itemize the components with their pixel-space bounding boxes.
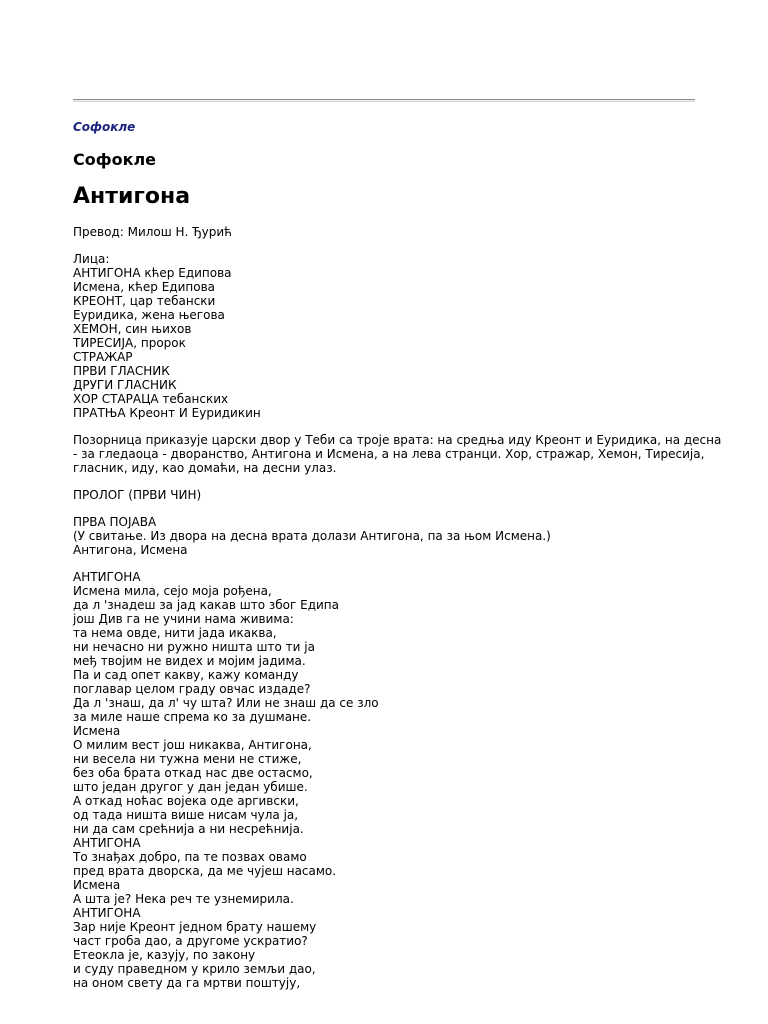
character-entry: ТИРЕСИЈА, пророк <box>73 336 186 350</box>
dialogue-line: још Див га не учини нама живима: <box>73 612 294 626</box>
dialogue-line: пред врата дворска, да ме чујеш насамо. <box>73 864 337 878</box>
stage-direction-line: - за гледаоца - дворанство, Антигона и Исмена, а на лева странци. Хор, стражар, Хемон, Тиресија, <box>73 447 705 461</box>
dialogue-line: То знађах добро, па те позвах овамо <box>73 850 307 864</box>
dialogue-line: Зар није Креонт једном брату нашему <box>73 920 317 934</box>
dialogue-line: без оба брата откад нас две остасмо, <box>73 766 313 780</box>
character-entry: ХОР СТАРАЦА тебанских <box>73 392 229 406</box>
dialogue-line: на оном свету да га мртви поштују, <box>73 976 301 990</box>
dialogue-line: поглавар целом граду овчас издаде? <box>73 682 311 696</box>
stage-direction-line: гласник, иду, као домаћи, на десни улаз. <box>73 461 337 475</box>
author-heading: Софокле <box>73 150 157 169</box>
dialogue-line: част гроба дао, а другоме ускратио? <box>73 934 308 948</box>
spacer <box>73 557 698 570</box>
scene-characters: Антигона, Исмена <box>73 543 188 557</box>
character-entry: ПРВИ ГЛАСНИК <box>73 364 170 378</box>
dialogue-line: да л 'знадеш за јад какав што због Едипа <box>73 598 339 612</box>
scene-heading: ПРВА ПОЈАВА <box>73 515 157 529</box>
dialogue-line: Исмена <box>73 724 121 738</box>
character-entry: ХЕМОН, син њихов <box>73 322 192 336</box>
dialogue-line: за миле наше спрема ко за душмане. <box>73 710 312 724</box>
dialogue-line: Да л 'знаш, да л' чу шта? Или не знаш да се зло <box>73 696 379 710</box>
horizontal-rule <box>73 99 695 102</box>
characters-list <box>73 266 698 420</box>
dialogue-line: А шта је? Нека реч те узнемирила. <box>73 892 294 906</box>
document-body <box>73 225 722 990</box>
character-entry: ДРУГИ ГЛАСНИК <box>73 378 177 392</box>
dialogue-line: А откад ноћас војека оде аргивски, <box>73 794 299 808</box>
scene-direction: (У свитање. Из двора на десна врата долази Антигона, па за њом Исмена.) <box>73 529 551 543</box>
stage-direction-line: Позорница приказује царски двор у Теби са троје врата: на средња иду Креонт и Еуридика, на десна <box>73 433 722 447</box>
dialogue-line: О милим вест још никаква, Антигона, <box>73 738 312 752</box>
dialogue-line: та нема овде, нити јада икаква, <box>73 626 277 640</box>
dialogue-line: Исмена <box>73 878 121 892</box>
dialogue-line: Етеокла је, казују, по закону <box>73 948 256 962</box>
dialogue-line: АНТИГОНА <box>73 836 141 850</box>
spacer <box>73 420 698 433</box>
characters-heading: Лица: <box>73 252 110 266</box>
dialogue-line: АНТИГОНА <box>73 570 141 584</box>
character-entry: СТРАЖАР <box>73 350 133 364</box>
character-entry: Еуридика, жена његова <box>73 308 225 322</box>
character-entry: Исмена, кћер Едипова <box>73 280 216 294</box>
dialogue-line: ни да сам срећнија а ни несрећнија. <box>73 822 304 836</box>
dialogue-line: Па и сад опет какву, кажу команду <box>73 668 299 682</box>
author-link[interactable]: Софокле <box>73 120 136 134</box>
dialogue-line: и суду праведном у крило земљи дао, <box>73 962 316 976</box>
dialogue <box>73 570 698 990</box>
translation-credit: Превод: Милош Н. Ђурић <box>73 225 232 239</box>
character-entry: КРЕОНТ, цар тебански <box>73 294 216 308</box>
spacer <box>73 475 698 488</box>
dialogue-line: међ твојим не видех и мојим јадима. <box>73 654 306 668</box>
character-entry: ПРАТЊА Креонт И Еуридикин <box>73 406 261 420</box>
dialogue-line: АНТИГОНА <box>73 906 141 920</box>
spacer <box>73 239 698 252</box>
dialogue-line: ни весела ни тужна мени не стиже, <box>73 752 302 766</box>
character-entry: АНТИГОНА кћер Едипова <box>73 266 232 280</box>
spacer <box>73 502 698 515</box>
work-title: Антигона <box>73 184 191 209</box>
stage-direction <box>73 433 722 475</box>
dialogue-line: Исмена мила, сејо моја рођена, <box>73 584 272 598</box>
dialogue-line: од тада ништа више нисам чула ја, <box>73 808 299 822</box>
dialogue-line: што један другог у дан један убише. <box>73 780 308 794</box>
dialogue-line: ни нечасно ни ружно ништа што ти ја <box>73 640 315 654</box>
prologue-heading: ПРОЛОГ (ПРВИ ЧИН) <box>73 488 202 502</box>
